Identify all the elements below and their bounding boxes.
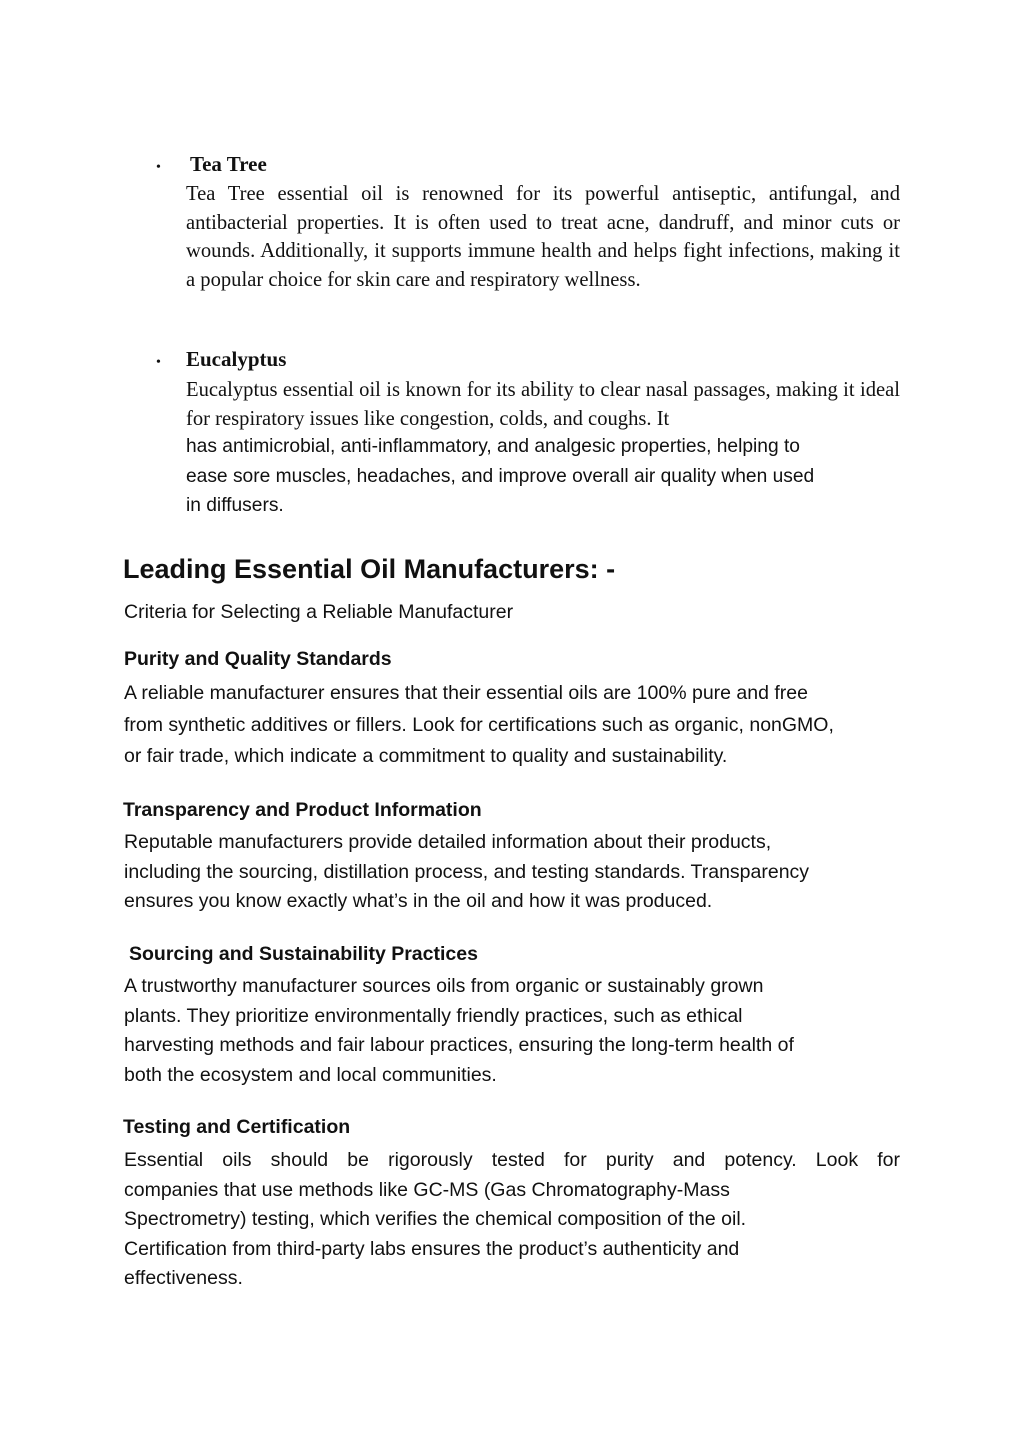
criterion-title-sourcing: Sourcing and Sustainability Practices [129,943,478,965]
oil-description-eucalyptus: Eucalyptus essential oil is known for its ability to clear nasal passages, making it ideal for respiratory issues like congestion, colds, and coughs. It [186,379,900,430]
oil-title-eucalyptus: Eucalyptus [186,347,287,371]
text-line: Spectrometry) testing, which verifies the chemical composition of the oil. [124,1208,747,1230]
criterion-body-transparency [124,828,914,917]
section-heading: Leading Essential Oil Manufacturers: - [123,554,616,584]
bullet-icon: • [156,355,161,370]
text-line: ensures you know exactly what’s in the oil and how it was produced. [124,890,713,912]
text-line: harvesting methods and fair labour practices, ensuring the long-term health of [124,1034,794,1056]
criterion-body-purity [124,678,914,773]
text-line: Certification from third-party labs ensures the product’s authenticity and [124,1237,740,1260]
text-line: Essential oils should be rigorously tested for purity and potency. Look for [124,1149,900,1171]
criterion-body-sourcing [124,972,914,1090]
criterion-title-transparency: Transparency and Product Information [123,799,482,821]
text-line: including the sourcing, distillation process, and testing standards. Transparency [124,860,810,883]
text-line: has antimicrobial, anti-inflammatory, and analgesic properties, helping to [186,436,800,457]
text-line: companies that use methods like GC-MS (Gas Chromatography-Mass [124,1178,730,1201]
text-line: from synthetic additives or fillers. Look for certifications such as organic, nonGMO, [124,713,834,736]
text-line: plants. They prioritize environmentally friendly practices, such as ethical [124,1004,743,1027]
oil-description-tea-tree: Tea Tree essential oil is renowned for its powerful antiseptic, antifungal, and antibacterial properties. It is often used to treat acne, dandruff, and minor cuts or wounds. Additionally, it supports immune health and helps fight infections, making it a popular choice for skin care and respiratory wellness. [186,183,900,291]
text-line: Reputable manufacturers provide detailed information about their products, [124,831,772,853]
bullet-icon: • [156,160,161,175]
text-line: ease sore muscles, headaches, and improve overall air quality when used [186,465,815,487]
text-line: A reliable manufacturer ensures that their essential oils are 100% pure and free [124,682,808,704]
oil-description-eucalyptus-continued [186,432,900,521]
criterion-body-testing [124,1146,914,1294]
text-line: effectiveness. [124,1267,243,1289]
criterion-title-testing: Testing and Certification [123,1116,351,1138]
criterion-title-purity: Purity and Quality Standards [124,648,392,670]
oil-title-tea-tree: Tea Tree [190,152,267,176]
text-line: both the ecosystem and local communities. [124,1063,497,1086]
text-line: in diffusers. [186,495,284,516]
text-line: A trustworthy manufacturer sources oils from organic or sustainably grown [124,975,764,997]
section-subheading: Criteria for Selecting a Reliable Manufacturer [124,601,514,623]
text-line: or fair trade, which indicate a commitment to quality and sustainability. [124,745,728,767]
